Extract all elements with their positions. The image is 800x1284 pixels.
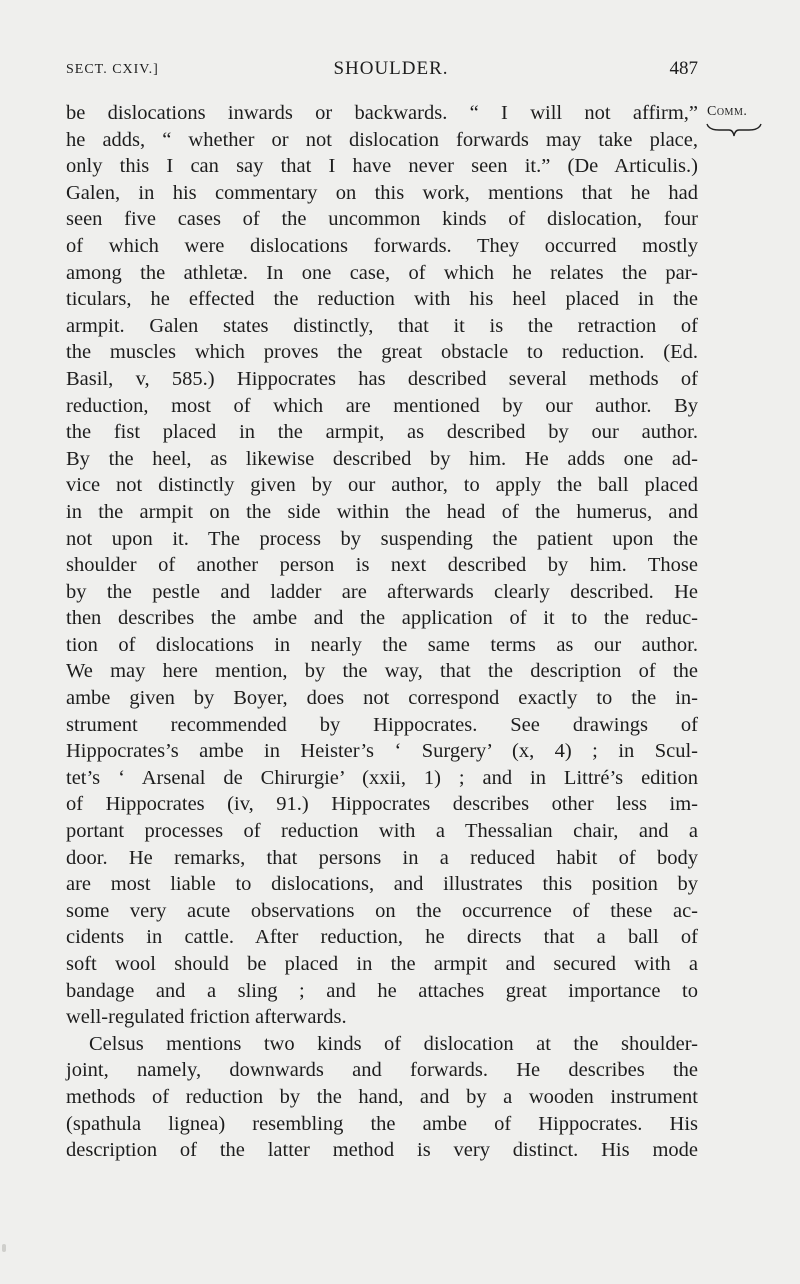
text-line: of which were dislocations forwards. They occurred mostly xyxy=(66,234,698,257)
margin-note: Comm. xyxy=(707,104,748,119)
text-line: well-regulated friction afterwards. xyxy=(66,1006,347,1029)
text-line: bandage and a sling ; and he attaches great importance to xyxy=(66,979,698,1002)
text-line: (spathula lignea) resembling the ambe of Hippocrates. His xyxy=(66,1112,698,1135)
text-line: the fist placed in the armpit, as described by our author. xyxy=(66,421,698,444)
text-line: methods of reduction by the hand, and by a wooden instrument xyxy=(66,1085,698,1108)
text-line: armpit. Galen states distinctly, that it is the retraction of xyxy=(66,314,698,337)
text-line: Celsus mentions two kinds of dislocation at the shoulder- xyxy=(89,1032,698,1055)
text-line: are most liable to dislocations, and illustrates this position by xyxy=(66,873,698,896)
text-line: reduction, most of which are mentioned by our author. By xyxy=(66,394,698,417)
text-line: cidents in cattle. After reduction, he directs that a ball of xyxy=(66,926,698,949)
text-line: Hippocrates’s ambe in Heister’s ‘ Surgery’ (x, 4) ; in Scul- xyxy=(66,740,698,763)
text-line: of Hippocrates (iv, 91.) Hippocrates describes other less im- xyxy=(66,793,698,816)
text-line: strument recommended by Hippocrates. See drawings of xyxy=(66,713,698,736)
text-line: in the armpit on the side within the head of the humerus, and xyxy=(66,500,698,523)
text-line: shoulder of another person is next described by him. Those xyxy=(66,554,698,577)
text-line: not upon it. The process by suspending the patient upon the xyxy=(66,527,698,550)
text-line: Galen, in his commentary on this work, mentions that he had xyxy=(66,181,698,204)
text-line: Basil, v, 585.) Hippocrates has described several methods of xyxy=(66,367,698,390)
running-header xyxy=(66,58,700,84)
text-line: portant processes of reduction with a Thessalian chair, and a xyxy=(66,820,698,843)
scan-artifact xyxy=(2,1244,6,1252)
text-line: soft wool should be placed in the armpit and secured with a xyxy=(66,953,698,975)
page-number: 487 xyxy=(669,58,698,79)
text-line: description of the latter method is very distinct. His mode xyxy=(66,1139,698,1162)
text-line: joint, namely, downwards and forwards. He describes the xyxy=(66,1059,698,1082)
text-line: seen five cases of the uncommon kinds of dislocation, four xyxy=(66,208,698,231)
text-line: be dislocations inwards or backwards. “ I will not affirm,” xyxy=(66,102,698,124)
text-line: by the pestle and ladder are afterwards clearly described. He xyxy=(66,580,698,603)
text-line: ticulars, he effected the reduction with his heel placed in the xyxy=(66,288,698,311)
text-line: door. He remarks, that persons in a reduced habit of body xyxy=(66,846,698,869)
text-line: some very acute observations on the occurrence of these ac- xyxy=(66,899,698,922)
text-line: tet’s ‘ Arsenal de Chirurgie’ (xxii, 1) ; and in Littré’s edition xyxy=(66,766,698,789)
paragraph-1 xyxy=(66,100,698,1031)
text-line: among the athletæ. In one case, of which he relates the par- xyxy=(66,261,698,284)
running-title: SHOULDER. xyxy=(333,58,449,79)
text-line: only this I can say that I have never seen it.” (De Articulis.) xyxy=(66,155,698,178)
body-text xyxy=(66,100,698,1164)
text-line: By the heel, as likewise described by him. He adds one ad- xyxy=(66,447,698,470)
text-line: he adds, “ whether or not dislocation forwards may take place, xyxy=(66,128,698,151)
section-reference: SECT. CXIV.] xyxy=(66,62,159,77)
text-line: then describes the ambe and the application of it to the reduc- xyxy=(66,607,698,630)
text-line: vice not distinctly given by our author, to apply the ball placed xyxy=(66,474,698,497)
text-line: We may here mention, by the way, that the description of the xyxy=(66,660,698,683)
text-line: the muscles which proves the great obstacle to reduction. (Ed. xyxy=(66,341,698,364)
text-line: ambe given by Boyer, does not correspond exactly to the in- xyxy=(66,687,698,710)
text-line: tion of dislocations in nearly the same terms as our author. xyxy=(66,633,698,656)
paragraph-2 xyxy=(66,1031,698,1164)
margin-brace-icon xyxy=(705,121,763,139)
